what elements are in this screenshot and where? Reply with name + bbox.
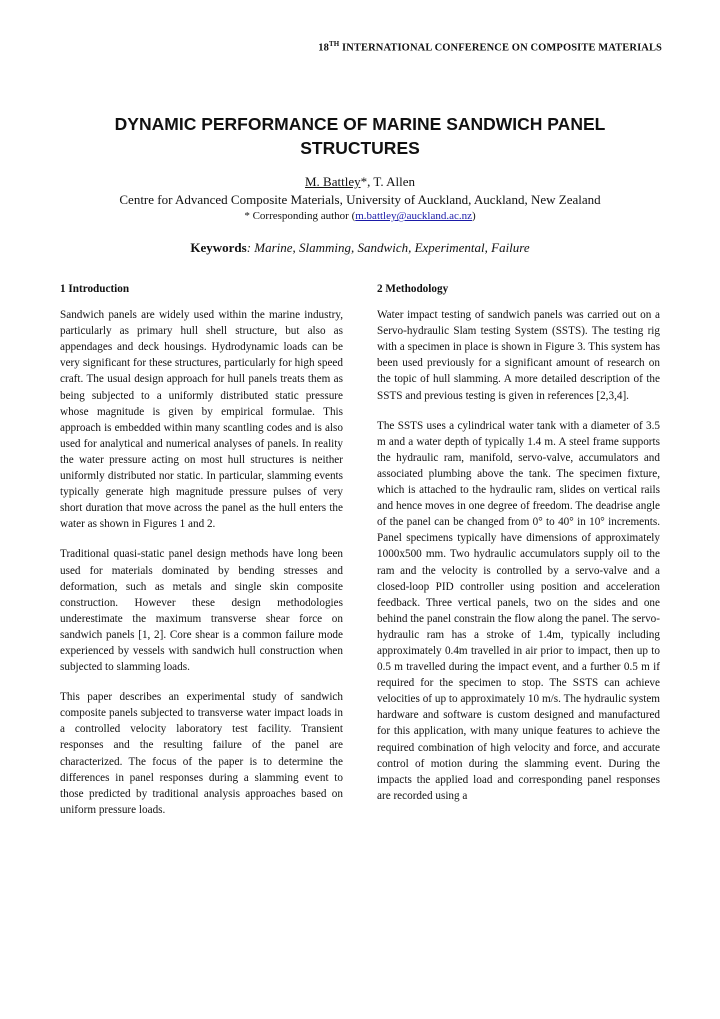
- column-left: [60, 281, 343, 832]
- affiliation: Centre for Advanced Composite Materials, University of Auckland, Auckland, New Zealand: [119, 192, 601, 207]
- keywords-label: Keywords: [190, 240, 247, 255]
- paper-title: DYNAMIC PERFORMANCE OF MARINE SANDWICH PANEL STRUCTURES: [114, 114, 606, 158]
- co-authors: *, T. Allen: [360, 174, 415, 189]
- section-heading-introduction: 1 Introduction: [60, 283, 130, 295]
- running-header: [318, 40, 662, 54]
- corresponding-author-name: M. Battley: [304, 174, 361, 189]
- paragraph: Traditional quasi-static panel design methods have long been used for materials dominated by bending stresses and deformation, such as metals and single skin composite construction. However these design methodologies underestimate the maximum transverse shear force on sandwich panels [1, 2]. Core shear is a common failure mode experienced by vessels with sandwich hull construction when subjected to slamming loads.: [60, 548, 343, 674]
- keywords-line: [0, 240, 720, 256]
- section-heading-methodology: 2 Methodology: [377, 283, 449, 295]
- corresponding-suffix: ): [471, 210, 476, 222]
- header-number: 18: [318, 42, 329, 54]
- paragraph: This paper describes an experimental study of sandwich composite panels subjected to transverse water impact loads in a controlled velocity laboratory test facility. Transient responses and the resulting failure of the panel are characterized. The focus of the paper is to determine the differences in panel responses during a slamming event to those predicted by traditional analysis approaches based on uniform pressure loads.: [60, 691, 343, 816]
- author-line: [0, 174, 720, 190]
- paragraph: Sandwich panels are widely used within the marine industry, particularly as primary hull shell structure, but also as appendages and deck housings. Hydrodynamic loads can be very significant for these structures, particularly for high speed craft. The usual design approach for hull panels treats them as being subjected to a uniformly distributed static pressure whose magnitude is given by empirical formulae. This approach is embedded within many scantling codes and is also used for analytical and numerical analyses of panels. In reality the water pressure acting on most hull structures is neither uniformly distributed nor static. In particular, slamming events typically generate high magnitude pressure pulses of very short duration that move across the panel as the hull enters the water as shown in Figures 1 and 2.: [60, 309, 343, 531]
- keywords-list: : Marine, Slamming, Sandwich, Experimental, Failure: [246, 240, 530, 255]
- paragraph: Water impact testing of sandwich panels was carried out on a Servo-hydraulic Slam testing System (SSTS). The testing rig with a specimen in place is shown in Figure 3. This system has been used previously for a significant amount of research on the topic of hull slamming. A more detailed description of the SSTS and previous testing is given in references [2,3,4].: [377, 309, 660, 402]
- column-right: [377, 281, 660, 818]
- corresponding-prefix: * Corresponding author (: [244, 210, 356, 222]
- header-superscript: TH: [329, 40, 340, 48]
- header-text: INTERNATIONAL CONFERENCE ON COMPOSITE MATERIALS: [339, 42, 662, 54]
- paragraph: The SSTS uses a cylindrical water tank with a diameter of 3.5 m and a water depth of typically 1.4 m. A steel frame supports the hydraulic ram, manifold, servo-valve, accumulators and associated plumbing above the tank. The specimen fixture, which is attached to the hydraulic ram, slides on vertical rails and hence moves in one degree of freedom. The deadrise angle of the panel can be changed from 0° to 40° in 10° increments. Panel specimens typically have dimensions of approximately 1000x500 mm. Two hydraulic accumulators supply oil to the ram and the velocity is controlled by a servo-valve and a closed-loop PID controller using position and acceleration feedback. Three vertical panels, two on the sides and one behind the panel constrain the flow along the panel. The servo-hydraulic ram has a stroke of 1.4m, typically including approximately 0.4m travelled in air prior to impact, then up to 0.5 m travelled during the impact event, and a further 0.5 m if required for the specimen to stop. The SSTS can achieve velocities of up to approximately 10 m/s. The hydraulic system hardware and software is custom designed and manufactured for this application, with many unique features to achieve the required combination of high velocity and force, and accurate control of motion during the slamming event. During the impacts the applied load and corresponding panel responses are recorded using a: [377, 419, 660, 802]
- corresponding-author-note: [0, 210, 720, 222]
- email-link[interactable]: m.battley@auckland.ac.nz: [355, 210, 472, 222]
